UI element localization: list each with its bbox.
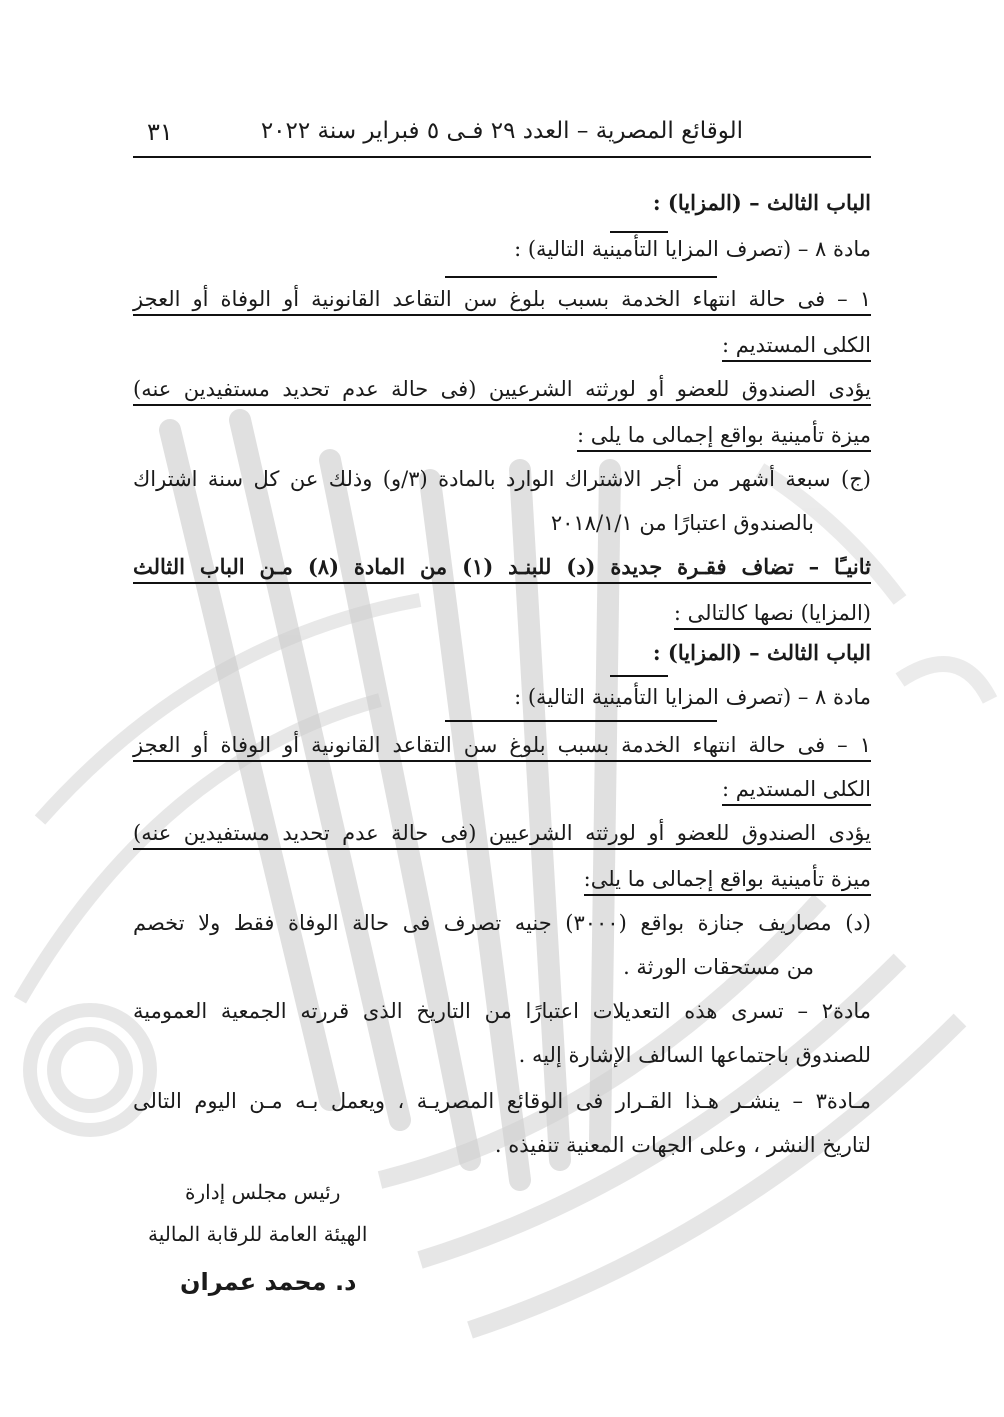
underline <box>610 675 668 677</box>
article-2: مادة٢ – تسرى هذه التعديلات اعتبارًا من التاريخ الذى قررته الجمعية العمومية <box>133 999 871 1023</box>
paragraph-line: الكلى المستديم : <box>722 330 871 362</box>
article-8-heading <box>514 234 871 264</box>
paragraph-line: الكلى المستديم : <box>722 774 871 806</box>
paragraph-line: بالصندوق اعتبارًا من ٢٠١٨/١/١ <box>550 511 814 535</box>
underline <box>610 231 668 233</box>
page-number: ٣١ <box>147 118 173 146</box>
paragraph-line: (المزايا) نصها كالتالى : <box>674 598 871 630</box>
chapter-heading: الباب الثالث – (المزايا) : <box>652 190 871 215</box>
paragraph-line: ميزة تأمينية بواقع إجمالى ما يلى : <box>577 420 871 452</box>
paragraph-second: ثانيـًا – تضاف فقـرة جديدة (د) للبنـد (١) من المادة (٨) مـن الباب الثالث <box>133 552 871 584</box>
gazette-title: الوقائع المصرية – العدد ٢٩ فـى ٥ فبراير سنة ٢٠٢٢ <box>260 118 743 144</box>
underline <box>445 720 717 722</box>
page-header <box>133 112 871 158</box>
paragraph-line: ميزة تأمينية بواقع إجمالى ما يلى: <box>584 864 871 896</box>
paragraph-line: ١ – فى حالة انتهاء الخدمة بسبب بلوغ سن التقاعد القانونية أو الوفاة أو العجز <box>133 730 871 762</box>
paragraph-line: للصندوق باجتماعها السالف الإشارة إليه . <box>518 1043 871 1067</box>
paragraph-line: يؤدى الصندوق للعضو أو لورثته الشرعيين (فى حالة عدم تحديد مستفيدين عنه) <box>133 374 871 406</box>
article-8-heading: مادة ٨ – (تصرف المزايا التأمينية التالية) : <box>514 685 871 709</box>
paragraph-line: (ج) سبعة أشهر من أجر الاشتراك الوارد بالمادة (٣/و) وذلك عن كل سنة اشتراك <box>133 467 871 491</box>
article-3: مـادة٣ – ينشـر هـذا القـرار فى الوقائع المصريـة ، ويعمل بـه مـن اليوم التالى <box>133 1089 871 1113</box>
signature-name: د. محمد عمران <box>180 1268 357 1296</box>
paragraph-line: (د) مصاريف جنازة بواقع (٣٠٠٠) جنيه تصرف فى حالة الوفاة فقط ولا تخصم <box>133 911 871 935</box>
underline <box>445 276 717 278</box>
paragraph-line: لتاريخ النشر ، وعلى الجهات المعنية تنفيذه . <box>494 1133 871 1157</box>
paragraph-line: ١ – فى حالة انتهاء الخدمة بسبب بلوغ سن التقاعد القانونية أو الوفاة أو العجز <box>133 284 871 316</box>
article-8-text: مادة ٨ – (تصرف المزايا التأمينية التالية) : <box>514 237 871 261</box>
signature-title-1: رئيس مجلس إدارة <box>185 1180 341 1204</box>
paragraph-line: يؤدى الصندوق للعضو أو لورثته الشرعيين (فى حالة عدم تحديد مستفيدين عنه) <box>133 818 871 850</box>
signature-title-2: الهيئة العامة للرقابة المالية <box>148 1222 368 1246</box>
chapter-heading: الباب الثالث – (المزايا) : <box>652 640 871 665</box>
paragraph-line: من مستحقات الورثة . <box>623 955 814 979</box>
